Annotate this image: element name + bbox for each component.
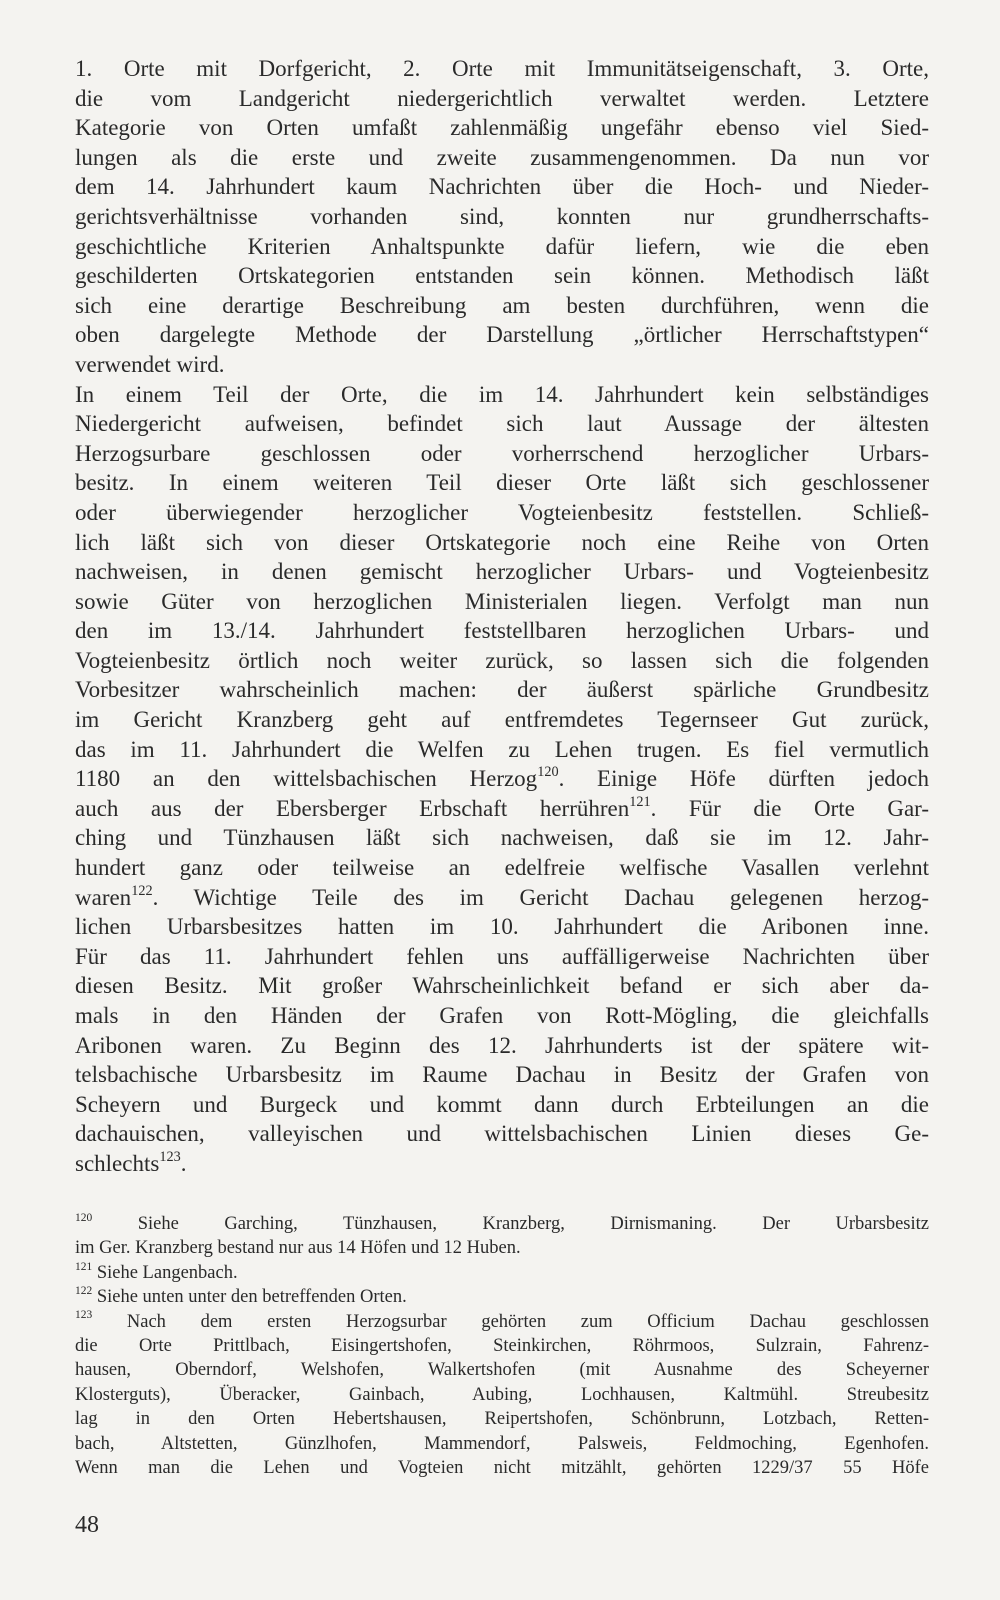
footnote-line xyxy=(75,1212,929,1236)
line-text: Siehe Garching, Tünzhausen, Kranzberg, Dirnismaning. Der Urbarsbesitz xyxy=(92,1214,929,1234)
line-text: mals in den Händen der Grafen von Rott-Mögling, die gleichfalls xyxy=(75,1003,929,1028)
text-line xyxy=(75,1001,929,1031)
line-text: den im 13./14. Jahrhundert feststellbaren herzoglichen Urbars- und xyxy=(75,618,929,644)
footnote-line xyxy=(75,1358,929,1382)
line-text: im Ger. Kranzberg bestand nur aus 14 Höfen und 12 Huben. xyxy=(75,1238,521,1259)
body-text xyxy=(75,54,929,1179)
footnote-line xyxy=(75,1334,929,1358)
text-line xyxy=(75,971,929,1001)
footnote-marker: 120 xyxy=(75,1211,93,1224)
text-line xyxy=(75,172,929,202)
line-text: 1. Orte mit Dorfgericht, 2. Orte mit Immunitätseigenschaft, 3. Orte, xyxy=(75,56,929,81)
text-line xyxy=(75,232,929,262)
line-text: Aribonen waren. Zu Beginn des 12. Jahrhunderts ist der spätere wit- xyxy=(75,1032,929,1058)
text-line xyxy=(75,143,929,173)
line-text: hundert ganz oder teilweise an edelfreie welfische Vasallen verlehnt xyxy=(75,855,929,881)
line-text: lag in den Orten Hebertshausen, Reipertshofen, Schönbrunn, Lotzbach, Retten- xyxy=(75,1409,929,1430)
line-text: bach, Altstetten, Günzlhofen, Mammendorf, Palsweis, Feldmoching, Egenhofen. xyxy=(75,1433,929,1454)
text-line xyxy=(75,528,929,558)
text-line xyxy=(75,468,929,498)
line-text: Klosterguts), Überacker, Gainbach, Aubing, Lochhausen, Kaltmühl. Streubesitz xyxy=(75,1384,929,1405)
text-line xyxy=(75,202,929,232)
line-text: hausen, Oberndorf, Welshofen, Walkertshofen (mit Ausnahme des Scheyerner xyxy=(75,1360,929,1381)
line-text: verwendet wird. xyxy=(75,351,225,377)
line-text: geschichtliche Kriterien Anhaltspunkte dafür liefern, wie die eben xyxy=(75,233,929,259)
line-text: Kategorie von Orten umfaßt zahlenmäßig ungefähr ebenso viel Sied- xyxy=(75,115,929,141)
line-text: Für das 11. Jahrhundert fehlen uns auffälligerweise Nachrichten über xyxy=(75,943,929,969)
footnote-line xyxy=(75,1261,929,1285)
footnote-marker: 123 xyxy=(75,1309,93,1322)
text-line xyxy=(75,587,929,617)
line-text: lichen Urbarsbesitzes hatten im 10. Jahrhundert die Aribonen inne. xyxy=(75,914,929,940)
line-text: 1180 an den wittelsbachischen Herzog xyxy=(75,766,538,792)
text-line xyxy=(75,883,929,913)
footnote-reference: 123 xyxy=(159,1148,181,1165)
line-text: die Orte Prittlbach, Eisingertshofen, Steinkirchen, Röhrmoos, Sulzrain, Fahrenz- xyxy=(75,1336,929,1357)
text-line xyxy=(75,350,929,380)
line-text: Nach dem ersten Herzogsurbar gehörten zum Officium Dachau geschlossen xyxy=(92,1311,929,1332)
footnote-line xyxy=(75,1383,929,1407)
text-line xyxy=(75,439,929,469)
text-line xyxy=(75,646,929,676)
text-line xyxy=(75,1031,929,1061)
footnote-line xyxy=(75,1285,929,1309)
line-text: im Gericht Kranzberg geht auf entfremdetes Tegernseer Gut zurück, xyxy=(75,707,929,733)
footnote-marker: 121 xyxy=(75,1260,93,1273)
text-line xyxy=(75,853,929,883)
line-text: auch aus der Ebersberger Erbschaft herrühren xyxy=(75,795,630,821)
text-line xyxy=(75,764,929,794)
line-text: gerichtsverhältnisse vorhanden sind, konnten nur grundherrschafts- xyxy=(75,203,929,229)
text-line xyxy=(75,320,929,350)
line-text: sich eine derartige Beschreibung am besten durchführen, wenn die xyxy=(75,292,929,318)
text-line xyxy=(75,291,929,321)
text-line xyxy=(75,380,929,410)
line-text-after-reference: . Wichtige Teile des im Gericht Dachau gelegenen herzog- xyxy=(152,884,929,910)
page-number: 48 xyxy=(75,1512,99,1538)
line-text: diesen Besitz. Mit großer Wahrscheinlichkeit befand er sich aber da- xyxy=(75,973,929,999)
text-line xyxy=(75,823,929,853)
text-line xyxy=(75,1060,929,1090)
line-text: oder überwiegender herzoglicher Vogteienbesitz feststellen. Schließ- xyxy=(75,499,929,525)
footnote-line xyxy=(75,1310,929,1334)
text-line xyxy=(75,261,929,291)
line-text: In einem Teil der Orte, die im 14. Jahrhundert kein selbständiges xyxy=(75,381,929,407)
line-text: Niedergericht aufweisen, befindet sich laut Aussage der ältesten xyxy=(75,411,929,437)
text-line xyxy=(75,794,929,824)
text-line xyxy=(75,735,929,765)
line-text: Herzogsurbare geschlossen oder vorherrschend herzoglicher Urbars- xyxy=(75,440,929,466)
line-text: Scheyern und Burgeck und kommt dann durch Erbteilungen an die xyxy=(75,1091,929,1117)
line-text: das im 11. Jahrhundert die Welfen zu Lehen trugen. Es fiel vermutlich xyxy=(75,736,929,762)
line-text: Wenn man die Lehen und Vogteien nicht mitzählt, gehörten 1229/37 55 Höfe xyxy=(75,1458,929,1479)
text-line xyxy=(75,1149,929,1179)
footnotes xyxy=(75,1212,929,1480)
line-text: Vogteienbesitz örtlich noch weiter zurück, so lassen sich die folgenden xyxy=(75,647,929,673)
text-line xyxy=(75,409,929,439)
line-text: oben dargelegte Methode der Darstellung „örtlicher Herrschaftstypen“ xyxy=(75,322,929,348)
text-line xyxy=(75,84,929,114)
text-line xyxy=(75,912,929,942)
text-line xyxy=(75,498,929,528)
line-text-after-reference: . xyxy=(180,1150,187,1176)
line-text: waren xyxy=(75,884,132,910)
text-line xyxy=(75,675,929,705)
footnote-marker: 122 xyxy=(75,1284,93,1297)
text-line xyxy=(75,1119,929,1149)
text-line xyxy=(75,557,929,587)
line-text-after-reference: . Für die Orte Gar- xyxy=(650,795,930,821)
text-line xyxy=(75,705,929,735)
text-line xyxy=(75,113,929,143)
line-text: Siehe unten unter den betreffenden Orten. xyxy=(92,1287,407,1308)
line-text: dachauischen, valleyischen und wittelsbachischen Linien dieses Ge- xyxy=(75,1121,929,1147)
footnote-line xyxy=(75,1407,929,1431)
footnote-line xyxy=(75,1432,929,1456)
text-line xyxy=(75,1090,929,1120)
text-line xyxy=(75,54,929,84)
line-text: besitz. In einem weiteren Teil dieser Orte läßt sich geschlossener xyxy=(75,470,929,496)
line-text-after-reference: . Einige Höfe dürften jedoch xyxy=(558,766,929,792)
line-text: Siehe Langenbach. xyxy=(92,1262,238,1283)
line-text: nachweisen, in denen gemischt herzoglicher Urbars- und Vogteienbesitz xyxy=(75,559,929,585)
footnote-reference: 121 xyxy=(629,793,651,810)
text-line xyxy=(75,616,929,646)
line-text: telsbachische Urbarsbesitz im Raume Dachau in Besitz der Grafen von xyxy=(75,1062,929,1088)
line-text: lich läßt sich von dieser Ortskategorie noch eine Reihe von Orten xyxy=(75,529,929,555)
line-text: lungen als die erste und zweite zusammengenommen. Da nun vor xyxy=(75,144,929,170)
footnote-reference: 122 xyxy=(131,882,153,899)
line-text: sowie Güter von herzoglichen Ministerialen liegen. Verfolgt man nun xyxy=(75,588,929,614)
line-text: ching und Tünzhausen läßt sich nachweisen, daß sie im 12. Jahr- xyxy=(75,825,929,851)
line-text: geschilderten Ortskategorien entstanden sein können. Methodisch läßt xyxy=(75,263,929,289)
footnote-line xyxy=(75,1456,929,1480)
footnote-reference: 120 xyxy=(537,764,559,781)
line-text: Vorbesitzer wahrscheinlich machen: der äußerst spärliche Grundbesitz xyxy=(75,677,929,703)
line-text: schlechts xyxy=(75,1150,160,1176)
footnote-line xyxy=(75,1236,929,1260)
text-line xyxy=(75,942,929,972)
line-text: dem 14. Jahrhundert kaum Nachrichten über die Hoch- und Nieder- xyxy=(75,174,929,200)
line-text: die vom Landgericht niedergerichtlich verwaltet werden. Letztere xyxy=(75,85,929,111)
